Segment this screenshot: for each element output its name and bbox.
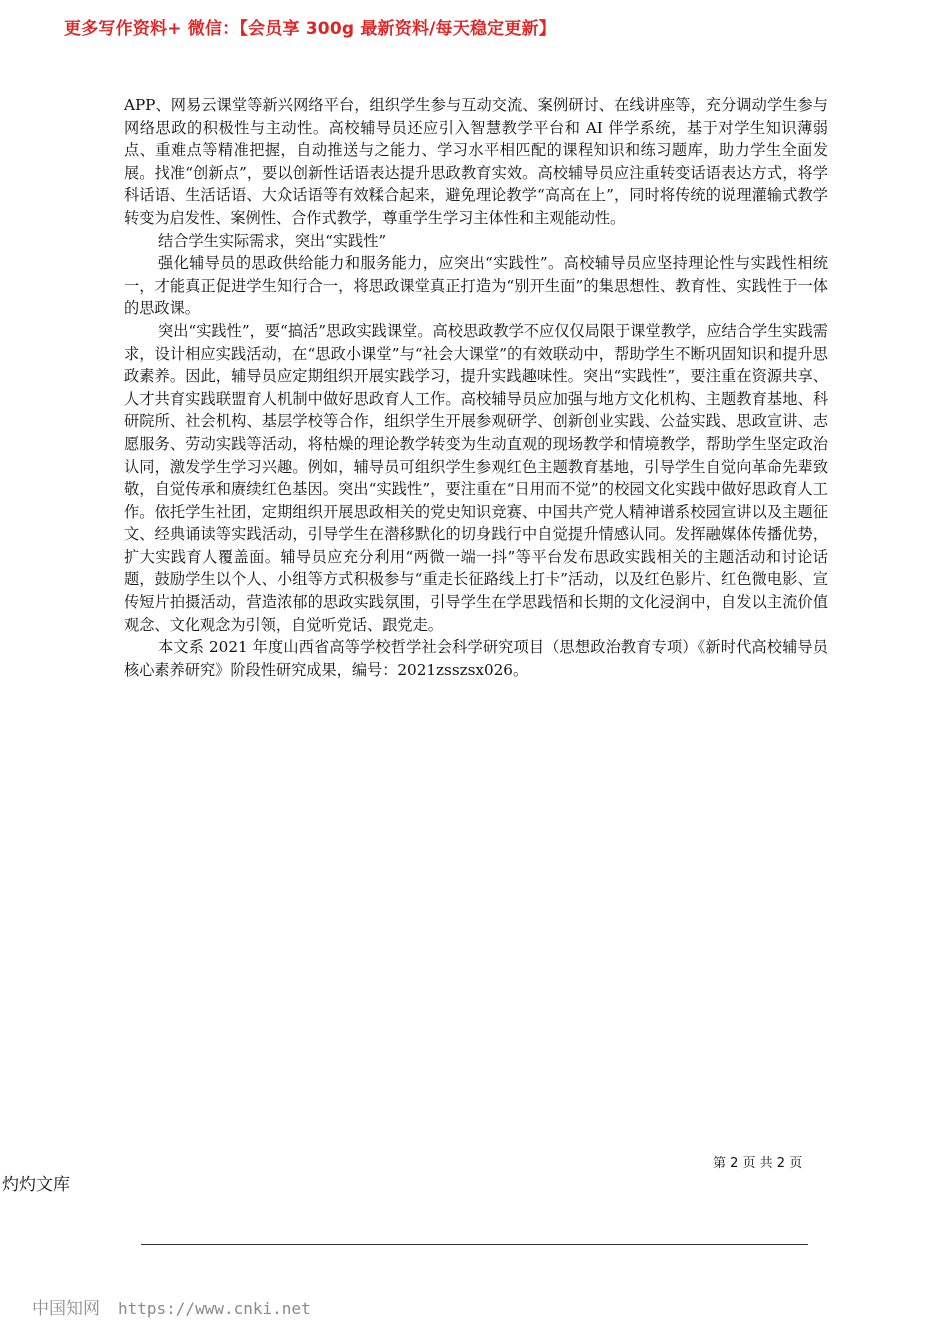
- paragraph-continuation: APP、网易云课堂等新兴网络平台，组织学生参与互动交流、案例研讨、在线讲座等，充分调动学生参与网络思政的积极性与主动性。高校辅导员还应引入智慧教学平台和 AI 伴学系统，基于对学生知识薄弱点、重难点等精准把握，自动推送与之能力、学习水平相匹配的课程知识和练习题库，助力学生全面发展。找准“创新点”，要以创新性话语表达提升思政教育实效。高校辅导员应注重转变话语表达方式，将学科话语、生活话语、大众话语等有效糅合起来，避免理论教学“高高在上”，同时将传统的说理灌输式教学转变为启发性、案例性、合作式教学，尊重学生学习主体性和主观能动性。: [124, 96, 828, 227]
- paragraph-practicality-detail: 突出“实践性”，要“搞活”思政实践课堂。高校思政教学不应仅仅局限于课堂教学，应结合学生实践需求，设计相应实践活动，在“思政小课堂”与“社会大课堂”的有效联动中，帮助学生不断巩固知识和提升思政素养。因此，辅导员应定期组织开展实践学习，提升实践趣味性。突出“实践性”，要注重在资源共享、人才共育实践联盟育人机制中做好思政育人工作。高校辅导员应加强与地方文化机构、主题教育基地、科研院所、社会机构、基层学校等合作，组织学生开展参观研学、创新创业实践、公益实践、思政宣讲、志愿服务、劳动实践等活动，将枯燥的理论教学转变为生动直观的现场教学和情境教学，帮助学生坚定政治认同，激发学生学习兴趣。例如，辅导员可组织学生参观红色主题教育基地，引导学生自觉向革命先辈致敬，自觉传承和赓续红色基因。突出“实践性”，要注重在“日用而不觉”的校园文化实践中做好思政育人工作。依托学生社团，定期组织开展思政相关的党史知识竞赛、中国共产党人精神谱系校园宣讲以及主题征文、经典诵读等实践活动，引导学生在潜移默化的切身践行中自觉提升情感认同。发挥融媒体传播优势，扩大实践育人覆盖面。辅导员应充分利用“两微一端一抖”等平台发布思政实践相关的主题活动和讨论话题，鼓励学生以个人、小组等方式积极参与“重走长征路线上打卡”活动，以及红色影片、红色微电影、宣传短片拍摄活动，营造浓郁的思政实践氛围，引导学生在学思践悟和长期的文化浸润中，自发以主流价值观念、文化观念为引领，自觉听党话、跟党走。: [124, 321, 828, 634]
- paragraph-practicality-intro: 强化辅导员的思政供给能力和服务能力，应突出“实践性”。高校辅导员应坚持理论性与实践性相统一，才能真正促进学生知行合一，将思政课堂真正打造为“别开生面”的集思想性、教育性、实践性于一体的思政课。: [124, 254, 828, 318]
- document-body: [124, 94, 828, 681]
- library-name: 灼灼文库: [2, 1175, 70, 1195]
- footer-watermark: [32, 1294, 311, 1319]
- section-heading: 结合学生实际需求，突出“实践性”: [158, 231, 387, 250]
- page-number: 第 2 页 共 2 页: [713, 1156, 803, 1171]
- watermark-name: 中国知网: [32, 1299, 100, 1319]
- paragraph-funding-note: 本文系 2021 年度山西省高等学校哲学社会科学研究项目（思想政治教育专项）《新时代高校辅导员核心素养研究》阶段性研究成果，编号：2021zsszsx026。: [124, 638, 828, 679]
- footer-divider: [141, 1244, 808, 1245]
- watermark-url: https://www.cnki.net: [118, 1299, 311, 1318]
- promo-banner: 更多写作资料+ 微信：【会员享 300g 最新资料/每天稳定更新】: [64, 19, 556, 39]
